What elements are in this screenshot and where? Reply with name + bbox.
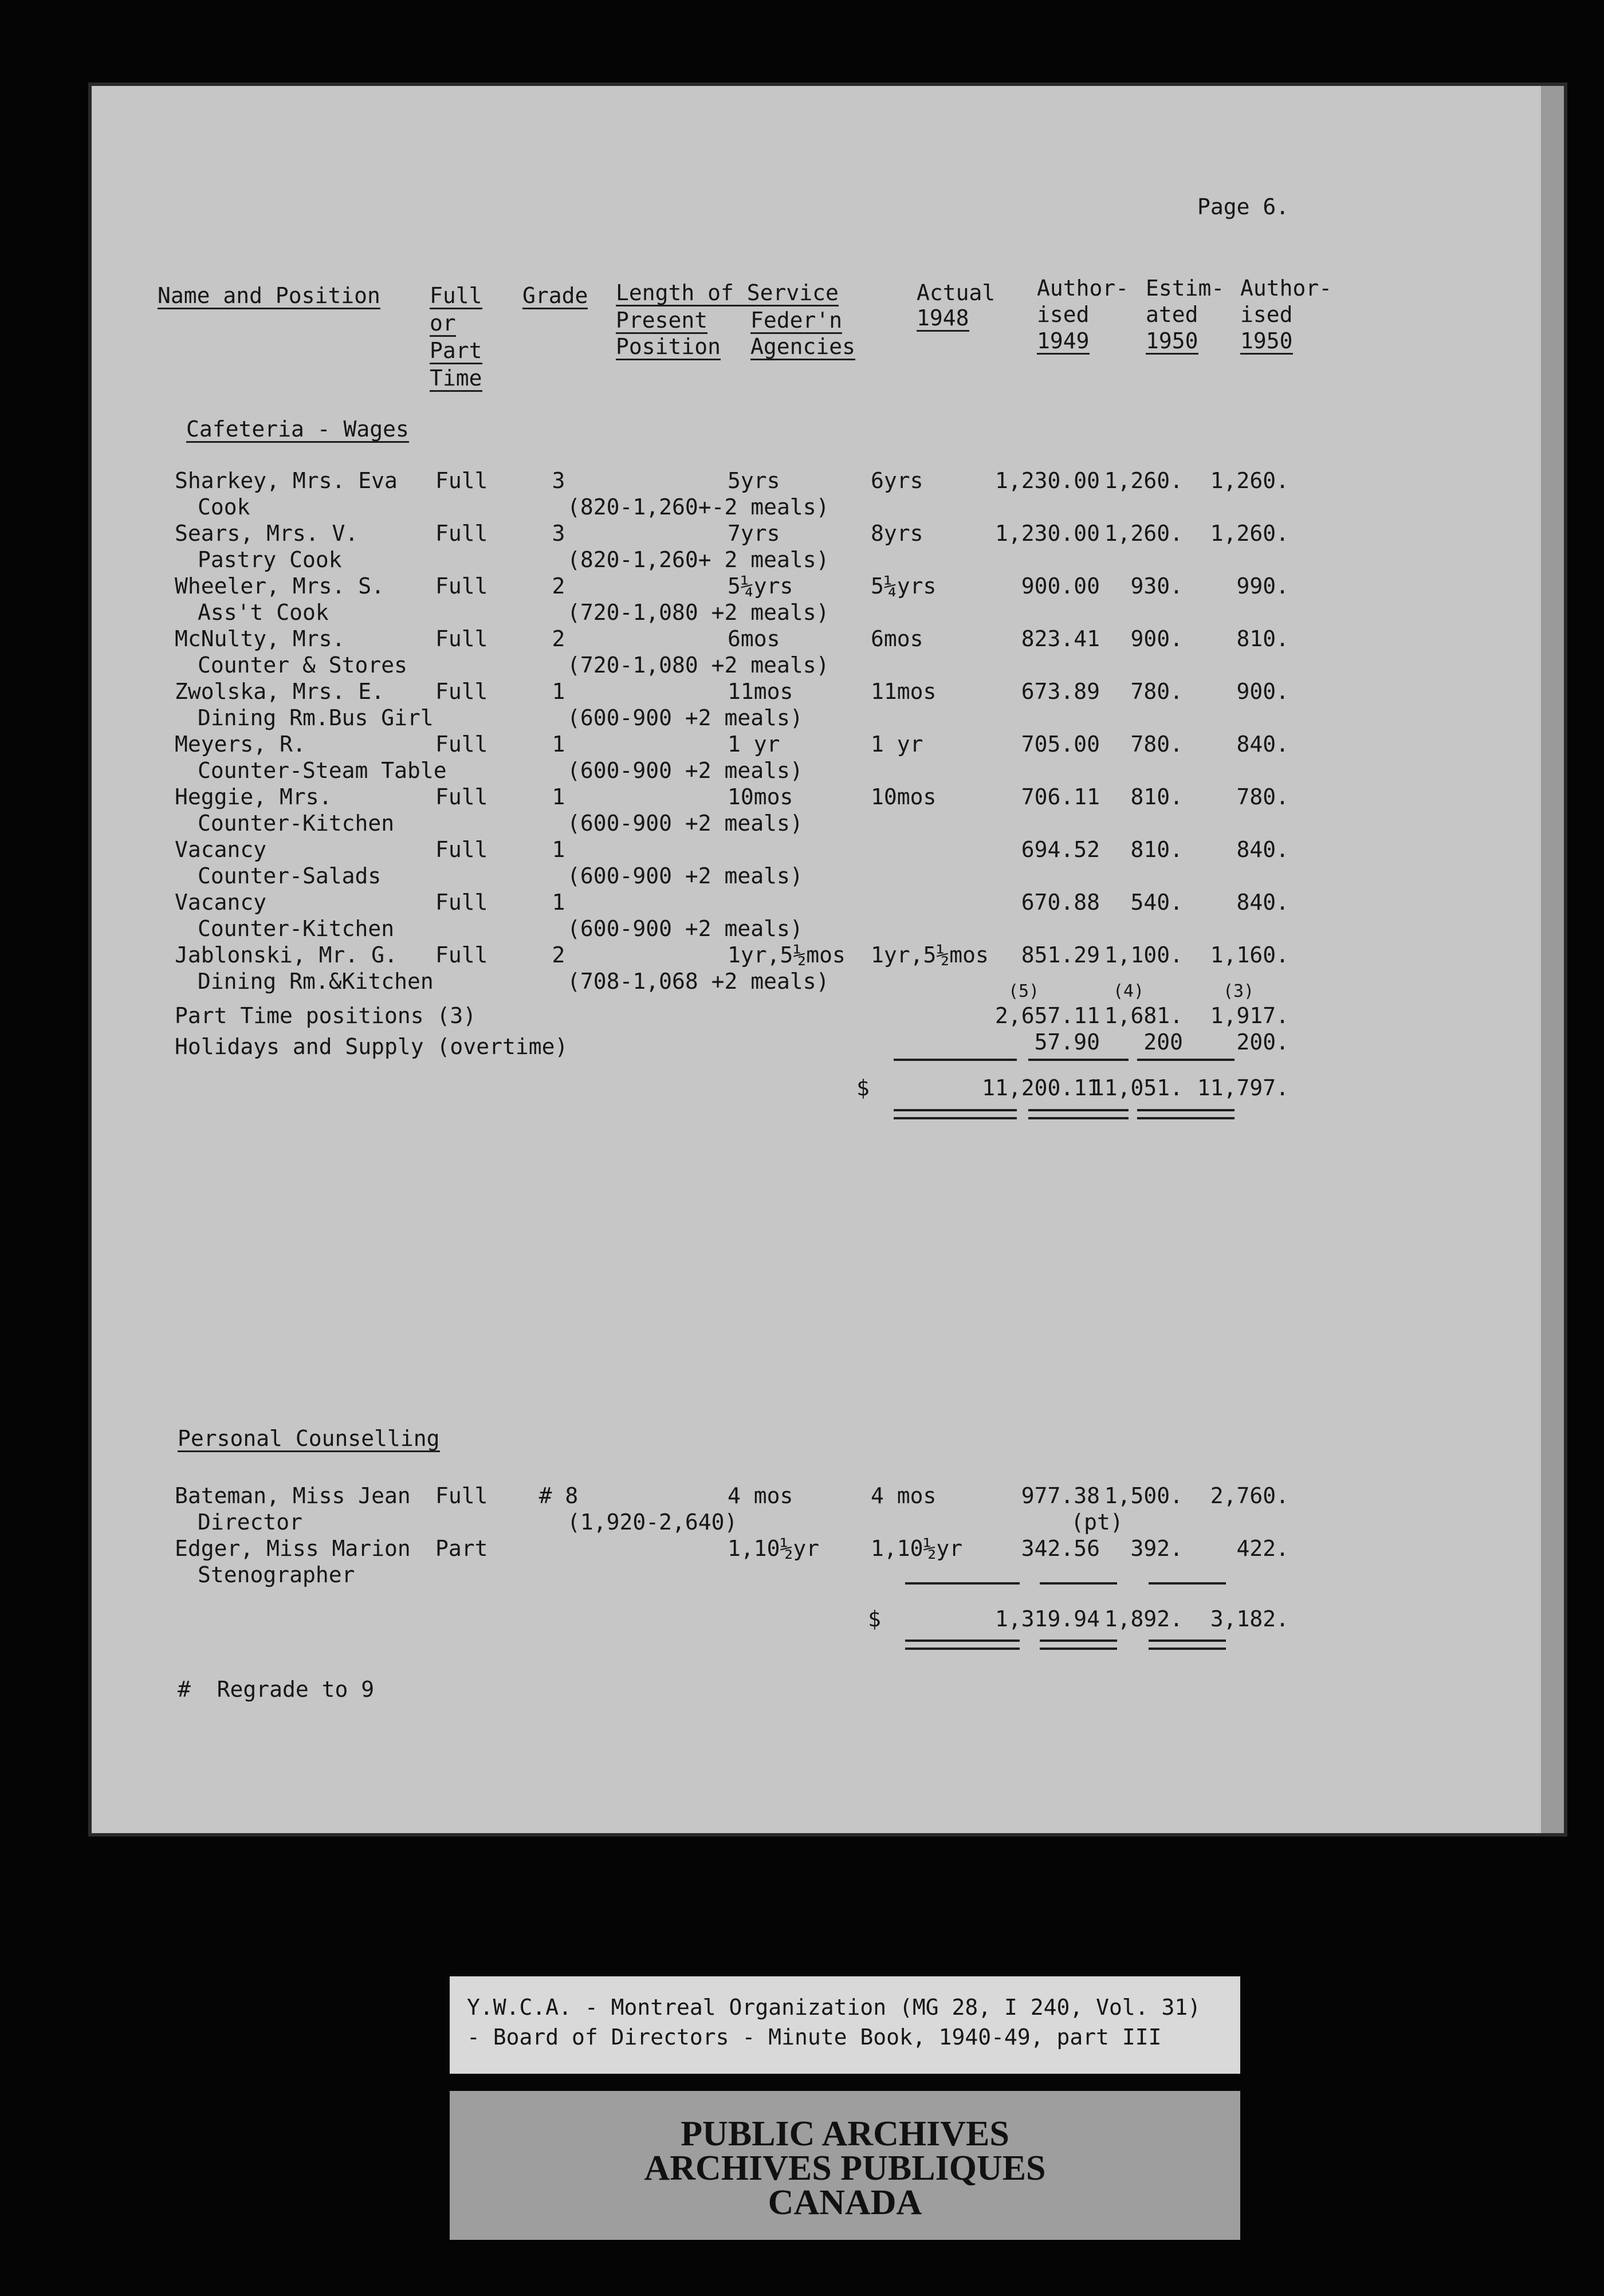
part-time-actual: 2,657.11	[994, 1003, 1100, 1028]
counselling-row-type: Part	[435, 1536, 488, 1561]
counselling-total-rule-auth1949-2	[1040, 1648, 1117, 1650]
header-est50-1: Estim-	[1146, 276, 1225, 301]
counselling-row-actual: 977.38	[1021, 1483, 1100, 1508]
total-rule-actual-1	[894, 1109, 1017, 1111]
cafeteria-row-name: Vacancy	[175, 890, 267, 915]
cafeteria-row-present: 1yr,5½mos	[728, 942, 846, 968]
cafeteria-row-present: 11mos	[728, 679, 793, 704]
header-federn-1: Feder'n	[750, 308, 843, 333]
cafeteria-row-federn: 8yrs	[871, 521, 923, 546]
counselling-total-est1950: 3,182.	[1210, 1606, 1289, 1631]
header-auth49-2: ised	[1037, 302, 1090, 327]
cafeteria-row-type: Full	[435, 521, 488, 546]
header-present-2: Position	[616, 334, 721, 359]
cafeteria-row-est1950: 840.	[1236, 732, 1289, 757]
page-number: Page 6.	[1197, 194, 1290, 219]
counselling-total-rule-est1950-2	[1149, 1648, 1226, 1650]
header-name-position: Name and Position	[158, 283, 380, 308]
cafeteria-row-actual: 823.41	[1021, 626, 1100, 651]
counselling-total-rule-actual-2	[905, 1648, 1020, 1650]
cafeteria-row-est1950: 840.	[1236, 837, 1289, 862]
cafeteria-row-type: Full	[435, 837, 488, 862]
cafeteria-row-auth1949: 1,260.	[1104, 468, 1183, 493]
cafeteria-row-scale: (720-1,080 +2 meals)	[567, 600, 829, 625]
cafeteria-total-auth1949: 11,051.	[1091, 1075, 1183, 1100]
counselling-row-auth1949: 392.	[1130, 1536, 1183, 1561]
stamp-line-1: PUBLIC ARCHIVES	[681, 2114, 1009, 2153]
part-time-auth1949-note: (4)	[1113, 981, 1145, 1001]
header-est50-2: ated	[1146, 302, 1198, 327]
counselling-subtotal-rule-actual	[905, 1582, 1020, 1585]
header-auth50-1: Author-	[1240, 276, 1332, 301]
counselling-row-federn: 1,10½yr	[871, 1536, 963, 1561]
document-page	[92, 86, 1564, 1833]
cafeteria-row-scale: (600-900 +2 meals)	[567, 705, 803, 730]
cafeteria-row-scale: (820-1,260+ 2 meals)	[567, 547, 829, 572]
cafeteria-row-type: Full	[435, 679, 488, 704]
cafeteria-row-scale: (708-1,068 +2 meals)	[567, 969, 829, 994]
section-title-cafeteria: Cafeteria - Wages	[186, 416, 409, 442]
cafeteria-row-scale: (600-900 +2 meals)	[567, 811, 803, 836]
cafeteria-row-name: McNulty, Mrs.	[175, 626, 345, 651]
cafeteria-row-scale: (720-1,080 +2 meals)	[567, 652, 829, 678]
counselling-total-rule-auth1949-1	[1040, 1640, 1117, 1642]
cafeteria-row-auth1949: 780.	[1130, 679, 1183, 704]
cafeteria-row-actual: 900.00	[1021, 573, 1100, 599]
counselling-total-actual: 1,319.94	[994, 1606, 1100, 1631]
header-full-4: Time	[430, 365, 482, 391]
counselling-row-position: Director	[198, 1509, 303, 1535]
cafeteria-row-name: Vacancy	[175, 837, 267, 862]
counselling-row-name: Bateman, Miss Jean	[175, 1483, 411, 1508]
cafeteria-row-actual: 851.29	[1021, 942, 1100, 968]
cafeteria-row-est1950: 780.	[1236, 784, 1289, 809]
counselling-total-currency: $	[868, 1606, 881, 1631]
cafeteria-row-grade: 1	[552, 784, 565, 809]
subtotal-rule-auth1949	[1028, 1059, 1129, 1061]
counselling-total-rule-actual-1	[905, 1640, 1020, 1642]
cafeteria-row-present: 5yrs	[728, 468, 780, 493]
cafeteria-row-auth1949: 900.	[1130, 626, 1183, 651]
cafeteria-row-auth1949: 930.	[1130, 573, 1183, 599]
cafeteria-row-est1950: 1,160.	[1210, 942, 1289, 968]
cafeteria-row-scale: (820-1,260+-2 meals)	[567, 494, 829, 520]
counselling-subtotal-rule-est1950	[1149, 1582, 1226, 1585]
subtotal-rule-est1950	[1137, 1059, 1235, 1061]
cafeteria-row-grade: 3	[552, 468, 565, 493]
header-auth50-3: 1950	[1240, 328, 1293, 353]
cafeteria-row-federn: 11mos	[871, 679, 937, 704]
cafeteria-row-auth1949: 1,100.	[1104, 942, 1183, 968]
cafeteria-row-auth1949: 810.	[1130, 837, 1183, 862]
holidays-actual: 57.90	[1034, 1029, 1100, 1055]
cafeteria-row-auth1949: 540.	[1130, 890, 1183, 915]
cafeteria-row-scale: (600-900 +2 meals)	[567, 758, 803, 783]
header-grade: Grade	[522, 283, 588, 308]
header-actual-2: 1948	[917, 305, 969, 331]
cafeteria-row-est1950: 840.	[1236, 890, 1289, 915]
archives-stamp	[450, 2091, 1240, 2240]
cafeteria-row-type: Full	[435, 942, 488, 968]
cafeteria-row-type: Full	[435, 626, 488, 651]
cafeteria-row-federn: 1yr,5½mos	[871, 942, 989, 968]
total-rule-actual-2	[894, 1117, 1017, 1119]
cafeteria-row-federn: 1 yr	[871, 732, 923, 757]
counselling-row-est1950: 2,760.	[1210, 1483, 1289, 1508]
cafeteria-row-name: Heggie, Mrs.	[175, 784, 332, 809]
cafeteria-row-name: Zwolska, Mrs. E.	[175, 679, 385, 704]
archive-reference-label	[450, 1976, 1240, 2074]
cafeteria-row-type: Full	[435, 784, 488, 809]
cafeteria-row-position: Counter-Salads	[198, 863, 382, 888]
cafeteria-row-actual: 694.52	[1021, 837, 1100, 862]
cafeteria-row-present: 6mos	[728, 626, 780, 651]
cafeteria-row-federn: 10mos	[871, 784, 937, 809]
cafeteria-row-position: Dining Rm.&Kitchen	[198, 969, 434, 994]
cafeteria-row-federn: 6yrs	[871, 468, 923, 493]
cafeteria-row-federn: 5¼yrs	[871, 573, 937, 599]
cafeteria-row-grade: 3	[552, 521, 565, 546]
counselling-total-rule-est1950-1	[1149, 1640, 1226, 1642]
counselling-row-auth1949-note: (pt)	[1071, 1509, 1123, 1535]
cafeteria-row-auth1949: 780.	[1130, 732, 1183, 757]
cafeteria-row-type: Full	[435, 890, 488, 915]
header-auth49-1: Author-	[1037, 276, 1129, 301]
header-full-2: or	[430, 310, 456, 336]
cafeteria-row-auth1949: 1,260.	[1104, 521, 1183, 546]
cafeteria-total-est1950: 11,797.	[1197, 1075, 1289, 1100]
header-full-3: Part	[430, 338, 482, 363]
header-present-1: Present	[616, 308, 708, 333]
cafeteria-row-grade: 1	[552, 837, 565, 862]
cafeteria-row-type: Full	[435, 468, 488, 493]
header-actual-1: Actual	[917, 280, 996, 305]
cafeteria-row-scale: (600-900 +2 meals)	[567, 916, 803, 941]
cafeteria-row-est1950: 1,260.	[1210, 468, 1289, 493]
cafeteria-row-type: Full	[435, 732, 488, 757]
counselling-row-type: Full	[435, 1483, 488, 1508]
total-rule-est1950-2	[1137, 1117, 1235, 1119]
footnote-regrade: # Regrade to 9	[178, 1677, 375, 1702]
cafeteria-row-present: 7yrs	[728, 521, 780, 546]
cafeteria-row-position: Counter-Kitchen	[198, 916, 395, 941]
holidays-est1950: 200.	[1236, 1029, 1289, 1055]
counselling-row-present: 4 mos	[728, 1483, 793, 1508]
cafeteria-row-name: Wheeler, Mrs. S.	[175, 573, 385, 599]
cafeteria-row-present: 10mos	[728, 784, 793, 809]
archive-label-line-2: - Board of Directors - Minute Book, 1940-49, part III	[467, 2024, 1162, 2050]
cafeteria-row-position: Dining Rm.Bus Girl	[198, 705, 434, 730]
cafeteria-row-present: 1 yr	[728, 732, 780, 757]
cafeteria-row-grade: 2	[552, 626, 565, 651]
cafeteria-row-position: Counter & Stores	[198, 652, 408, 678]
counselling-row-actual: 342.56	[1021, 1536, 1100, 1561]
cafeteria-row-type: Full	[435, 573, 488, 599]
counselling-row-position: Stenographer	[198, 1562, 355, 1587]
part-time-est1950: 1,917.	[1210, 1003, 1289, 1028]
cafeteria-row-grade: 2	[552, 573, 565, 599]
cafeteria-row-est1950: 900.	[1236, 679, 1289, 704]
header-length-of-service: Length of Service	[616, 280, 839, 305]
counselling-row-auth1949: 1,500.	[1104, 1483, 1183, 1508]
stamp-line-3: CANADA	[768, 2183, 922, 2222]
counselling-row-federn: 4 mos	[871, 1483, 937, 1508]
cafeteria-row-grade: 1	[552, 890, 565, 915]
part-time-actual-note: (5)	[1008, 981, 1040, 1001]
cafeteria-row-position: Counter-Steam Table	[198, 758, 447, 783]
archive-label-line-1: Y.W.C.A. - Montreal Organization (MG 28, I 240, Vol. 31)	[467, 1995, 1201, 2020]
header-full-1: Full	[430, 283, 482, 308]
stamp-line-2: ARCHIVES PUBLIQUES	[644, 2149, 1046, 2188]
section-title-counselling: Personal Counselling	[178, 1426, 440, 1451]
counselling-row-grade: # 8	[538, 1483, 579, 1508]
header-federn-2: Agencies	[750, 334, 856, 359]
cafeteria-row-position: Ass't Cook	[198, 600, 329, 625]
cafeteria-row-position: Counter-Kitchen	[198, 811, 395, 836]
cafeteria-row-name: Sharkey, Mrs. Eva	[175, 468, 398, 493]
cafeteria-row-position: Cook	[198, 494, 250, 520]
part-time-auth1949: 1,681.	[1104, 1003, 1183, 1028]
cafeteria-row-grade: 1	[552, 732, 565, 757]
cafeteria-row-auth1949: 810.	[1130, 784, 1183, 809]
holidays-auth1949: 200	[1143, 1029, 1183, 1055]
cafeteria-row-actual: 673.89	[1021, 679, 1100, 704]
counselling-row-est1950: 422.	[1236, 1536, 1289, 1561]
total-rule-auth1949-1	[1028, 1109, 1129, 1111]
cafeteria-row-position: Pastry Cook	[198, 547, 342, 572]
cafeteria-row-est1950: 810.	[1236, 626, 1289, 651]
cafeteria-row-federn: 6mos	[871, 626, 923, 651]
subtotal-rule-actual	[894, 1059, 1017, 1061]
cafeteria-row-name: Jablonski, Mr. G.	[175, 942, 398, 968]
header-est50-3: 1950	[1146, 328, 1198, 353]
cafeteria-row-actual: 1,230.00	[994, 521, 1100, 546]
cafeteria-row-actual: 670.88	[1021, 890, 1100, 915]
cafeteria-row-actual: 706.11	[1021, 784, 1100, 809]
cafeteria-row-actual: 1,230.00	[994, 468, 1100, 493]
total-rule-est1950-1	[1137, 1109, 1235, 1111]
cafeteria-row-present: 5¼yrs	[728, 573, 793, 599]
cafeteria-row-name: Sears, Mrs. V.	[175, 521, 359, 546]
cafeteria-row-name: Meyers, R.	[175, 732, 306, 757]
holidays-label: Holidays and Supply (overtime)	[175, 1034, 568, 1059]
counselling-total-auth1949: 1,892.	[1104, 1606, 1183, 1631]
cafeteria-total-currency: $	[856, 1075, 870, 1100]
counselling-row-name: Edger, Miss Marion	[175, 1536, 411, 1561]
counselling-subtotal-rule-auth1949	[1040, 1582, 1117, 1585]
header-auth50-2: ised	[1240, 302, 1293, 327]
cafeteria-row-scale: (600-900 +2 meals)	[567, 863, 803, 888]
cafeteria-row-actual: 705.00	[1021, 732, 1100, 757]
cafeteria-row-est1950: 1,260.	[1210, 521, 1289, 546]
cafeteria-row-grade: 2	[552, 942, 565, 968]
counselling-row-present: 1,10½yr	[728, 1536, 820, 1561]
cafeteria-total-actual: 11,200.11	[982, 1075, 1100, 1100]
counselling-row-scale: (1,920-2,640)	[567, 1509, 738, 1535]
part-time-est1950-note: (3)	[1223, 981, 1255, 1001]
cafeteria-row-est1950: 990.	[1236, 573, 1289, 599]
header-auth49-3: 1949	[1037, 328, 1090, 353]
part-time-label: Part Time positions (3)	[175, 1003, 477, 1028]
cafeteria-row-grade: 1	[552, 679, 565, 704]
total-rule-auth1949-2	[1028, 1117, 1129, 1119]
